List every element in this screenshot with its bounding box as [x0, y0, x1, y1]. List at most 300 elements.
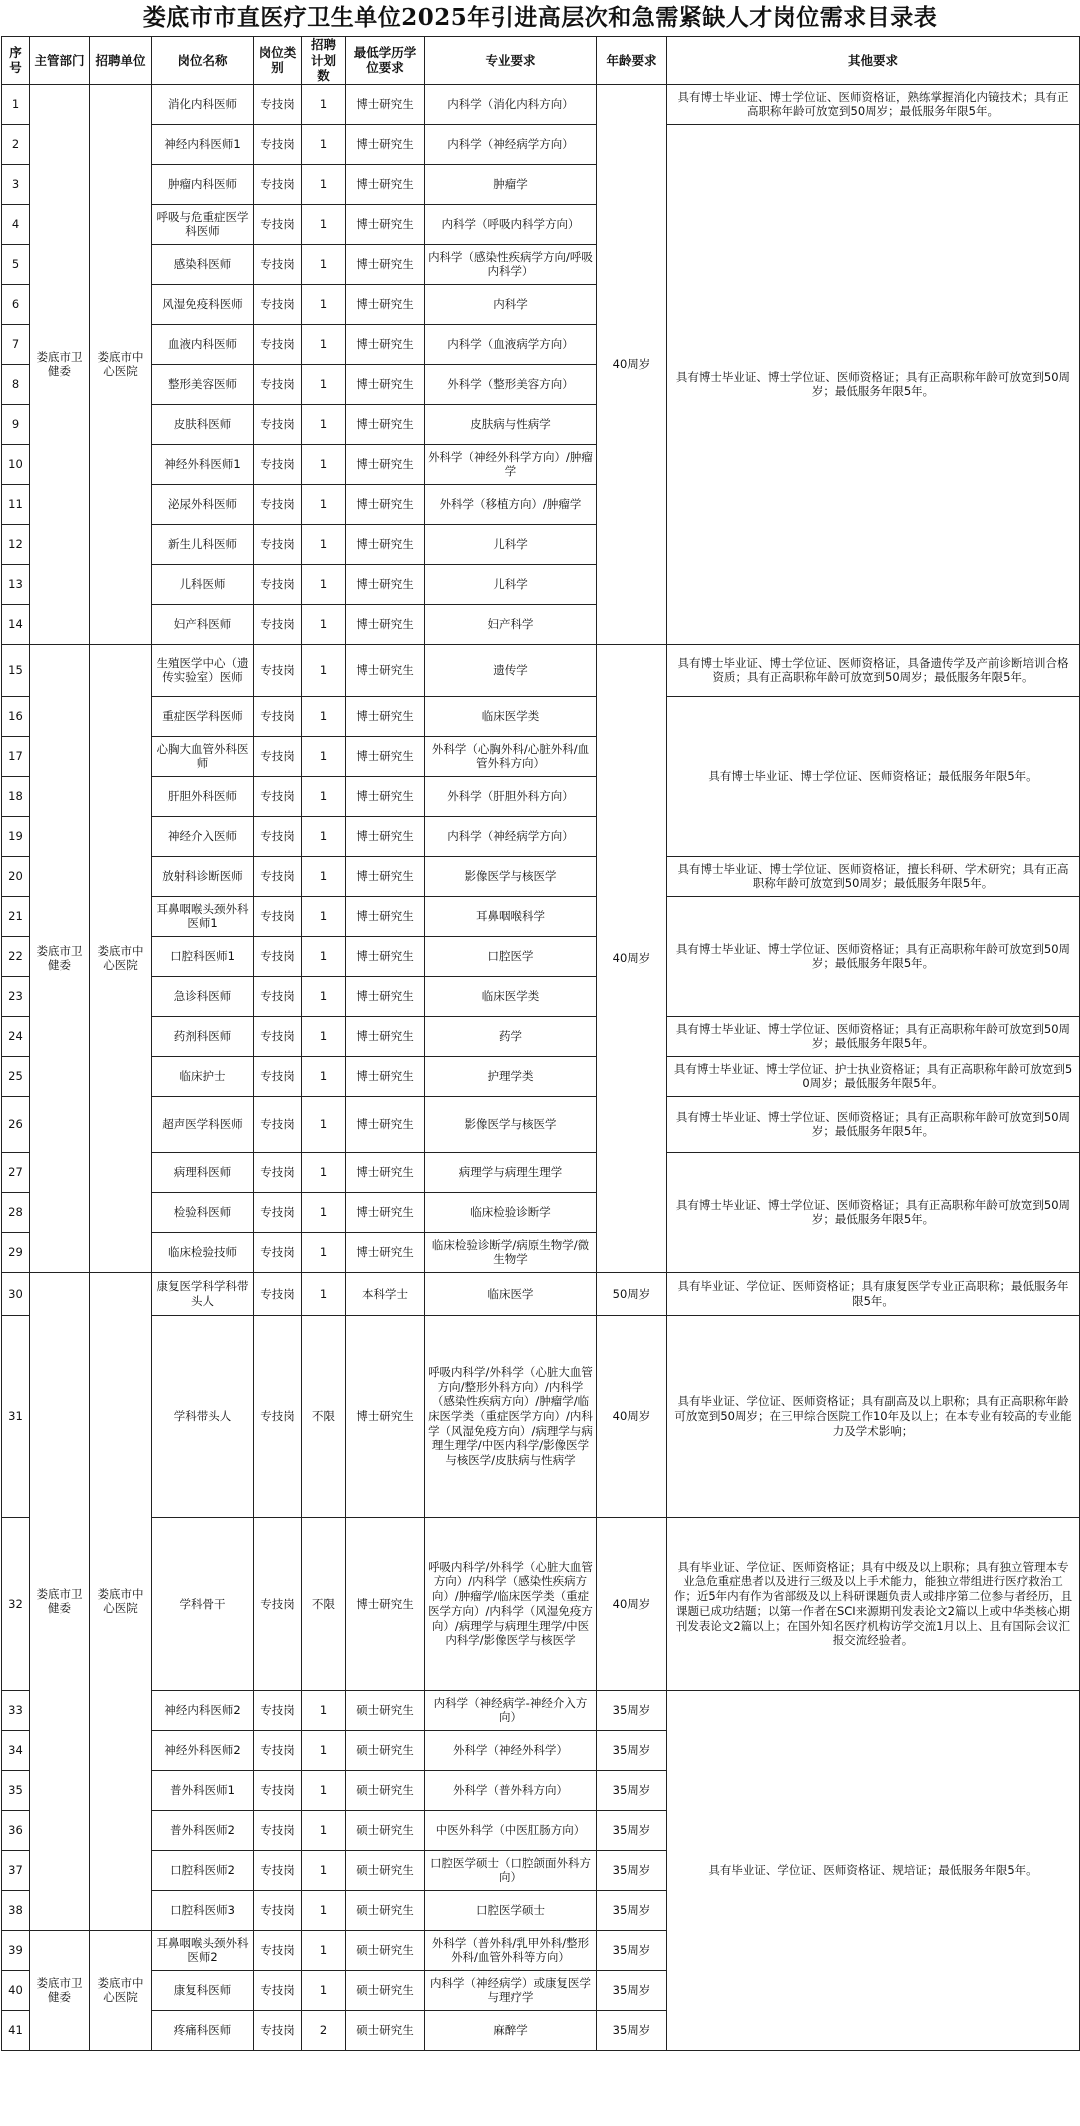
table-row	[2, 1272, 1080, 1315]
position-type-cell: 专技岗	[254, 404, 302, 444]
row-number-cell: 27	[2, 1152, 30, 1192]
position-name-cell: 肝胆外科医师	[152, 776, 254, 816]
age-requirement-cell: 50周岁	[597, 1272, 667, 1315]
row-number-cell: 16	[2, 696, 30, 736]
position-type-cell: 专技岗	[254, 244, 302, 284]
row-number-cell: 23	[2, 976, 30, 1016]
plan-count-cell: 1	[302, 1272, 346, 1315]
plan-count-cell: 1	[302, 1810, 346, 1850]
major-requirement-cell: 内科学	[425, 284, 597, 324]
plan-count-cell: 1	[302, 1056, 346, 1096]
position-name-cell: 口腔科医师2	[152, 1850, 254, 1890]
hiring-unit-cell: 娄底市中心医院	[90, 1930, 152, 2050]
table-header-row	[2, 37, 1080, 85]
plan-count-cell: 1	[302, 404, 346, 444]
major-requirement-cell: 外科学（神经外科学方向）/肿瘤学	[425, 444, 597, 484]
education-cell: 硕士研究生	[346, 1850, 425, 1890]
plan-count-cell: 1	[302, 1232, 346, 1272]
major-requirement-cell: 内科学（感染性疾病学方向/呼吸内科学）	[425, 244, 597, 284]
position-name-cell: 生殖医学中心（遗传实验室）医师	[152, 644, 254, 696]
age-requirement-cell: 35周岁	[597, 1850, 667, 1890]
row-number-cell: 35	[2, 1770, 30, 1810]
position-type-cell: 专技岗	[254, 364, 302, 404]
row-number-cell: 8	[2, 364, 30, 404]
major-requirement-cell: 外科学（肝胆外科方向）	[425, 776, 597, 816]
row-number-cell: 33	[2, 1690, 30, 1730]
position-type-cell: 专技岗	[254, 324, 302, 364]
plan-count-cell: 1	[302, 1770, 346, 1810]
position-name-cell: 消化内科医师	[152, 84, 254, 124]
row-number-cell: 13	[2, 564, 30, 604]
plan-count-cell: 不限	[302, 1315, 346, 1517]
row-number-cell: 17	[2, 736, 30, 776]
education-cell: 博士研究生	[346, 284, 425, 324]
position-type-cell: 专技岗	[254, 1232, 302, 1272]
position-type-cell: 专技岗	[254, 1810, 302, 1850]
major-requirement-cell: 呼吸内科学/外科学（心脏大血管方向/整形外科方向）/内科学（感染性疾病方向）/肿瘤学/临床医学类（重症医学方向）/内科学（风湿免疫方向）/病理学与病理生理学/中医内科学/影像医学与核医学/皮肤病与性病学	[425, 1315, 597, 1517]
education-cell: 博士研究生	[346, 1315, 425, 1517]
position-name-cell: 儿科医师	[152, 564, 254, 604]
position-type-cell: 专技岗	[254, 936, 302, 976]
education-cell: 博士研究生	[346, 84, 425, 124]
education-cell: 博士研究生	[346, 364, 425, 404]
position-name-cell: 心胸大血管外科医师	[152, 736, 254, 776]
row-number-cell: 7	[2, 324, 30, 364]
other-requirement-cell: 具有博士毕业证、博士学位证、医师资格证；具有正高职称年龄可放宽到50周岁；最低服务年限5年。	[667, 1016, 1080, 1056]
major-requirement-cell: 口腔医学硕士	[425, 1890, 597, 1930]
position-name-cell: 临床检验技师	[152, 1232, 254, 1272]
row-number-cell: 11	[2, 484, 30, 524]
plan-count-cell: 1	[302, 1730, 346, 1770]
plan-count-cell: 1	[302, 1152, 346, 1192]
plan-count-cell: 1	[302, 976, 346, 1016]
position-type-cell: 专技岗	[254, 1730, 302, 1770]
other-requirement-cell: 具有毕业证、学位证、医师资格证；具有康复医学专业正高职称；最低服务年限5年。	[667, 1272, 1080, 1315]
row-number-cell: 29	[2, 1232, 30, 1272]
plan-count-cell: 1	[302, 1970, 346, 2010]
plan-count-cell: 1	[302, 164, 346, 204]
education-cell: 博士研究生	[346, 856, 425, 896]
position-table	[1, 36, 1080, 2051]
other-requirement-cell: 具有博士毕业证、博士学位证、医师资格证；最低服务年限5年。	[667, 696, 1080, 856]
position-type-cell: 专技岗	[254, 856, 302, 896]
position-name-cell: 超声医学科医师	[152, 1096, 254, 1152]
education-cell: 博士研究生	[346, 776, 425, 816]
row-number-cell: 39	[2, 1930, 30, 1970]
position-type-cell: 专技岗	[254, 1272, 302, 1315]
department-cell: 娄底市卫健委	[30, 644, 90, 1272]
education-cell: 博士研究生	[346, 1192, 425, 1232]
position-name-cell: 皮肤科医师	[152, 404, 254, 444]
education-cell: 本科学士	[346, 1272, 425, 1315]
education-cell: 博士研究生	[346, 444, 425, 484]
position-type-cell: 专技岗	[254, 1016, 302, 1056]
education-cell: 博士研究生	[346, 604, 425, 644]
position-name-cell: 整形美容医师	[152, 364, 254, 404]
table-row	[2, 896, 1080, 936]
major-requirement-cell: 临床检验诊断学/病原生物学/微生物学	[425, 1232, 597, 1272]
position-name-cell: 血液内科医师	[152, 324, 254, 364]
header-cell: 招聘单位	[90, 37, 152, 85]
education-cell: 博士研究生	[346, 896, 425, 936]
plan-count-cell: 1	[302, 604, 346, 644]
position-name-cell: 神经内科医师2	[152, 1690, 254, 1730]
position-name-cell: 神经内科医师1	[152, 124, 254, 164]
position-name-cell: 临床护士	[152, 1056, 254, 1096]
row-number-cell: 31	[2, 1315, 30, 1517]
other-requirement-cell: 具有博士毕业证、博士学位证、护士执业资格证；具有正高职称年龄可放宽到50周岁；最低服务年限5年。	[667, 1056, 1080, 1096]
position-type-cell: 专技岗	[254, 1152, 302, 1192]
education-cell: 博士研究生	[346, 936, 425, 976]
position-type-cell: 专技岗	[254, 2010, 302, 2050]
table-row	[2, 644, 1080, 696]
education-cell: 博士研究生	[346, 1016, 425, 1056]
plan-count-cell: 1	[302, 936, 346, 976]
position-name-cell: 泌尿外科医师	[152, 484, 254, 524]
position-type-cell: 专技岗	[254, 644, 302, 696]
education-cell: 博士研究生	[346, 324, 425, 364]
major-requirement-cell: 麻醉学	[425, 2010, 597, 2050]
position-type-cell: 专技岗	[254, 1192, 302, 1232]
major-requirement-cell: 外科学（移植方向）/肿瘤学	[425, 484, 597, 524]
position-type-cell: 专技岗	[254, 524, 302, 564]
position-name-cell: 口腔科医师1	[152, 936, 254, 976]
education-cell: 博士研究生	[346, 124, 425, 164]
header-cell: 主管部门	[30, 37, 90, 85]
position-name-cell: 感染科医师	[152, 244, 254, 284]
major-requirement-cell: 内科学（神经病学）或康复医学与理疗学	[425, 1970, 597, 2010]
major-requirement-cell: 遗传学	[425, 644, 597, 696]
plan-count-cell: 1	[302, 84, 346, 124]
position-name-cell: 康复医学科学科带头人	[152, 1272, 254, 1315]
plan-count-cell: 1	[302, 776, 346, 816]
plan-count-cell: 1	[302, 484, 346, 524]
position-type-cell: 专技岗	[254, 284, 302, 324]
row-number-cell: 12	[2, 524, 30, 564]
other-requirement-cell: 具有毕业证、学位证、医师资格证；具有副高及以上职称；具有正高职称年龄可放宽到50周岁；在三甲综合医院工作10年及以上；在本专业有较高的专业能力及学术影响；	[667, 1315, 1080, 1517]
table-row	[2, 696, 1080, 736]
position-name-cell: 康复科医师	[152, 1970, 254, 2010]
major-requirement-cell: 肿瘤学	[425, 164, 597, 204]
major-requirement-cell: 外科学（普外科/乳甲外科/整形外科/血管外科等方向）	[425, 1930, 597, 1970]
row-number-cell: 4	[2, 204, 30, 244]
position-type-cell: 专技岗	[254, 776, 302, 816]
header-cell: 年龄要求	[597, 37, 667, 85]
row-number-cell: 36	[2, 1810, 30, 1850]
header-cell: 最低学历学位要求	[346, 37, 425, 85]
position-type-cell: 专技岗	[254, 696, 302, 736]
education-cell: 博士研究生	[346, 696, 425, 736]
position-name-cell: 放射科诊断医师	[152, 856, 254, 896]
plan-count-cell: 1	[302, 564, 346, 604]
plan-count-cell: 1	[302, 1096, 346, 1152]
education-cell: 博士研究生	[346, 524, 425, 564]
header-cell: 序号	[2, 37, 30, 85]
position-name-cell: 学科骨干	[152, 1517, 254, 1690]
table-row	[2, 1315, 1080, 1517]
major-requirement-cell: 影像医学与核医学	[425, 856, 597, 896]
row-number-cell: 5	[2, 244, 30, 284]
position-name-cell: 普外科医师2	[152, 1810, 254, 1850]
row-number-cell: 34	[2, 1730, 30, 1770]
position-name-cell: 疼痛科医师	[152, 2010, 254, 2050]
major-requirement-cell: 内科学（神经病学方向）	[425, 816, 597, 856]
education-cell: 博士研究生	[346, 244, 425, 284]
position-name-cell: 病理科医师	[152, 1152, 254, 1192]
position-name-cell: 口腔科医师3	[152, 1890, 254, 1930]
department-cell: 娄底市卫健委	[30, 1930, 90, 2050]
education-cell: 博士研究生	[346, 164, 425, 204]
position-type-cell: 专技岗	[254, 564, 302, 604]
position-name-cell: 妇产科医师	[152, 604, 254, 644]
age-requirement-cell: 35周岁	[597, 1810, 667, 1850]
row-number-cell: 30	[2, 1272, 30, 1315]
age-requirement-cell: 40周岁	[597, 84, 667, 644]
table-row	[2, 1096, 1080, 1152]
major-requirement-cell: 外科学（整形美容方向）	[425, 364, 597, 404]
major-requirement-cell: 临床医学类	[425, 696, 597, 736]
position-name-cell: 神经外科医师2	[152, 1730, 254, 1770]
education-cell: 博士研究生	[346, 204, 425, 244]
major-requirement-cell: 口腔医学	[425, 936, 597, 976]
major-requirement-cell: 中医外科学（中医肛肠方向）	[425, 1810, 597, 1850]
position-type-cell: 专技岗	[254, 976, 302, 1016]
education-cell: 硕士研究生	[346, 1810, 425, 1850]
row-number-cell: 6	[2, 284, 30, 324]
major-requirement-cell: 耳鼻咽喉科学	[425, 896, 597, 936]
education-cell: 博士研究生	[346, 736, 425, 776]
row-number-cell: 26	[2, 1096, 30, 1152]
position-type-cell: 专技岗	[254, 1517, 302, 1690]
position-type-cell: 专技岗	[254, 484, 302, 524]
position-name-cell: 肿瘤内科医师	[152, 164, 254, 204]
plan-count-cell: 1	[302, 1850, 346, 1890]
row-number-cell: 32	[2, 1517, 30, 1690]
position-type-cell: 专技岗	[254, 736, 302, 776]
education-cell: 博士研究生	[346, 1232, 425, 1272]
other-requirement-cell: 具有毕业证、学位证、医师资格证；具有中级及以上职称；具有独立管理本专业急危重症患者以及进行三级及以上手术能力，能独立带组进行医疗救治工作；近5年内有作为省部级及以上科研课题负责人或排序第二位参与者经历，且课题已成功结题；以第一作者在SCI来源期刊发表论文2篇以上或中华类核心期刊发表论文2篇以上；在国外知名医疗机构访学交流1月以上、且有国际会议汇报交流经验者。	[667, 1517, 1080, 1690]
position-type-cell: 专技岗	[254, 84, 302, 124]
table-row	[2, 1152, 1080, 1192]
other-requirement-cell: 具有博士毕业证、博士学位证、医师资格证，擅长科研、学术研究；具有正高职称年龄可放宽到50周岁；最低服务年限5年。	[667, 856, 1080, 896]
position-name-cell: 普外科医师1	[152, 1770, 254, 1810]
row-number-cell: 14	[2, 604, 30, 644]
position-name-cell: 学科带头人	[152, 1315, 254, 1517]
plan-count-cell: 1	[302, 284, 346, 324]
header-cell: 岗位类别	[254, 37, 302, 85]
major-requirement-cell: 儿科学	[425, 564, 597, 604]
row-number-cell: 37	[2, 1850, 30, 1890]
position-name-cell: 神经外科医师1	[152, 444, 254, 484]
row-number-cell: 25	[2, 1056, 30, 1096]
education-cell: 博士研究生	[346, 404, 425, 444]
major-requirement-cell: 影像医学与核医学	[425, 1096, 597, 1152]
row-number-cell: 41	[2, 2010, 30, 2050]
position-name-cell: 风湿免疫科医师	[152, 284, 254, 324]
table-row	[2, 856, 1080, 896]
major-requirement-cell: 儿科学	[425, 524, 597, 564]
row-number-cell: 40	[2, 1970, 30, 2010]
education-cell: 博士研究生	[346, 1152, 425, 1192]
plan-count-cell: 1	[302, 1930, 346, 1970]
row-number-cell: 2	[2, 124, 30, 164]
position-type-cell: 专技岗	[254, 604, 302, 644]
position-type-cell: 专技岗	[254, 1056, 302, 1096]
hiring-unit-cell: 娄底市中心医院	[90, 644, 152, 1272]
plan-count-cell: 1	[302, 896, 346, 936]
position-type-cell: 专技岗	[254, 1890, 302, 1930]
plan-count-cell: 1	[302, 696, 346, 736]
row-number-cell: 24	[2, 1016, 30, 1056]
position-name-cell: 药剂科医师	[152, 1016, 254, 1056]
major-requirement-cell: 外科学（神经外科学）	[425, 1730, 597, 1770]
education-cell: 博士研究生	[346, 816, 425, 856]
major-requirement-cell: 护理学类	[425, 1056, 597, 1096]
age-requirement-cell: 40周岁	[597, 1517, 667, 1690]
plan-count-cell: 1	[302, 816, 346, 856]
major-requirement-cell: 临床医学	[425, 1272, 597, 1315]
plan-count-cell: 1	[302, 644, 346, 696]
row-number-cell: 22	[2, 936, 30, 976]
plan-count-cell: 1	[302, 1690, 346, 1730]
plan-count-cell: 1	[302, 736, 346, 776]
other-requirement-cell: 具有博士毕业证、博士学位证、医师资格证；具有正高职称年龄可放宽到50周岁；最低服务年限5年。	[667, 896, 1080, 1016]
header-cell: 其他要求	[667, 37, 1080, 85]
plan-count-cell: 1	[302, 856, 346, 896]
major-requirement-cell: 口腔医学硕士（口腔颌面外科方向）	[425, 1850, 597, 1890]
plan-count-cell: 1	[302, 364, 346, 404]
major-requirement-cell: 内科学（呼吸内科学方向）	[425, 204, 597, 244]
age-requirement-cell: 35周岁	[597, 1890, 667, 1930]
age-requirement-cell: 40周岁	[597, 1315, 667, 1517]
major-requirement-cell: 外科学（普外科方向）	[425, 1770, 597, 1810]
education-cell: 硕士研究生	[346, 2010, 425, 2050]
other-requirement-cell: 具有博士毕业证、博士学位证、医师资格证；具有正高职称年龄可放宽到50周岁；最低服务年限5年。	[667, 124, 1080, 644]
major-requirement-cell: 呼吸内科学/外科学（心脏大血管方向）/内科学（感染性疾病方向）/肿瘤学/临床医学类（重症医学方向）/内科学（风湿免疫方向）/病理学与病理生理学/中医内科学/影像医学与核医学	[425, 1517, 597, 1690]
education-cell: 硕士研究生	[346, 1770, 425, 1810]
row-number-cell: 18	[2, 776, 30, 816]
other-requirement-cell: 具有博士毕业证、博士学位证、医师资格证；具有正高职称年龄可放宽到50周岁；最低服务年限5年。	[667, 1152, 1080, 1272]
education-cell: 博士研究生	[346, 976, 425, 1016]
plan-count-cell: 1	[302, 324, 346, 364]
education-cell: 硕士研究生	[346, 1890, 425, 1930]
education-cell: 博士研究生	[346, 1056, 425, 1096]
age-requirement-cell: 35周岁	[597, 1930, 667, 1970]
education-cell: 硕士研究生	[346, 1690, 425, 1730]
table-body	[2, 84, 1080, 2050]
table-row	[2, 1517, 1080, 1690]
position-name-cell: 新生儿科医师	[152, 524, 254, 564]
table-row	[2, 124, 1080, 164]
major-requirement-cell: 临床医学类	[425, 976, 597, 1016]
age-requirement-cell: 35周岁	[597, 1690, 667, 1730]
position-type-cell: 专技岗	[254, 204, 302, 244]
position-type-cell: 专技岗	[254, 164, 302, 204]
plan-count-cell: 1	[302, 1890, 346, 1930]
row-number-cell: 15	[2, 644, 30, 696]
education-cell: 博士研究生	[346, 564, 425, 604]
other-requirement-cell: 具有博士毕业证、博士学位证、医师资格证，熟练掌握消化内镜技术；具有正高职称年龄可放宽到50周岁；最低服务年限5年。	[667, 84, 1080, 124]
position-type-cell: 专技岗	[254, 124, 302, 164]
major-requirement-cell: 外科学（心胸外科/心脏外科/血管外科方向）	[425, 736, 597, 776]
position-name-cell: 急诊科医师	[152, 976, 254, 1016]
table-row	[2, 84, 1080, 124]
plan-count-cell: 1	[302, 524, 346, 564]
major-requirement-cell: 皮肤病与性病学	[425, 404, 597, 444]
major-requirement-cell: 药学	[425, 1016, 597, 1056]
position-name-cell: 呼吸与危重症医学科医师	[152, 204, 254, 244]
position-name-cell: 耳鼻咽喉头颈外科医师1	[152, 896, 254, 936]
major-requirement-cell: 内科学（神经病学方向）	[425, 124, 597, 164]
position-name-cell: 重症医学科医师	[152, 696, 254, 736]
hiring-unit-cell: 娄底市中心医院	[90, 1272, 152, 1930]
row-number-cell: 3	[2, 164, 30, 204]
position-type-cell: 专技岗	[254, 1970, 302, 2010]
position-name-cell: 神经介入医师	[152, 816, 254, 856]
table-row	[2, 1690, 1080, 1730]
major-requirement-cell: 临床检验诊断学	[425, 1192, 597, 1232]
position-type-cell: 专技岗	[254, 1690, 302, 1730]
plan-count-cell: 1	[302, 1016, 346, 1056]
plan-count-cell: 1	[302, 444, 346, 484]
row-number-cell: 20	[2, 856, 30, 896]
other-requirement-cell: 具有博士毕业证、博士学位证、医师资格证，具备遗传学及产前诊断培训合格资质；具有正高职称年龄可放宽到50周岁；最低服务年限5年。	[667, 644, 1080, 696]
header-cell: 专业要求	[425, 37, 597, 85]
page-title: 娄底市市直医疗卫生单位2025年引进高层次和急需紧缺人才岗位需求目录表	[142, 4, 938, 31]
row-number-cell: 19	[2, 816, 30, 856]
age-requirement-cell: 40周岁	[597, 644, 667, 1272]
major-requirement-cell: 妇产科学	[425, 604, 597, 644]
education-cell: 博士研究生	[346, 484, 425, 524]
position-type-cell: 专技岗	[254, 1096, 302, 1152]
row-number-cell: 21	[2, 896, 30, 936]
department-cell: 娄底市卫健委	[30, 1272, 90, 1930]
position-type-cell: 专技岗	[254, 896, 302, 936]
position-type-cell: 专技岗	[254, 816, 302, 856]
row-number-cell: 28	[2, 1192, 30, 1232]
major-requirement-cell: 内科学（神经病学-神经介入方向）	[425, 1690, 597, 1730]
row-number-cell: 1	[2, 84, 30, 124]
education-cell: 博士研究生	[346, 644, 425, 696]
plan-count-cell: 1	[302, 204, 346, 244]
major-requirement-cell: 内科学（血液病学方向）	[425, 324, 597, 364]
other-requirement-cell: 具有博士毕业证、博士学位证、医师资格证；具有正高职称年龄可放宽到50周岁；最低服务年限5年。	[667, 1096, 1080, 1152]
education-cell: 硕士研究生	[346, 1930, 425, 1970]
other-requirement-cell: 具有毕业证、学位证、医师资格证、规培证；最低服务年限5年。	[667, 1690, 1080, 2050]
major-requirement-cell: 病理学与病理生理学	[425, 1152, 597, 1192]
table-row	[2, 1016, 1080, 1056]
position-type-cell: 专技岗	[254, 1770, 302, 1810]
education-cell: 博士研究生	[346, 1096, 425, 1152]
position-name-cell: 耳鼻咽喉头颈外科医师2	[152, 1930, 254, 1970]
row-number-cell: 9	[2, 404, 30, 444]
position-type-cell: 专技岗	[254, 1930, 302, 1970]
age-requirement-cell: 35周岁	[597, 1970, 667, 2010]
row-number-cell: 38	[2, 1890, 30, 1930]
plan-count-cell: 1	[302, 1192, 346, 1232]
header-cell: 招聘计划数	[302, 37, 346, 85]
education-cell: 硕士研究生	[346, 1970, 425, 2010]
department-cell: 娄底市卫健委	[30, 84, 90, 644]
position-name-cell: 检验科医师	[152, 1192, 254, 1232]
table-row	[2, 1056, 1080, 1096]
age-requirement-cell: 35周岁	[597, 1770, 667, 1810]
header-cell: 岗位名称	[152, 37, 254, 85]
plan-count-cell: 2	[302, 2010, 346, 2050]
plan-count-cell: 不限	[302, 1517, 346, 1690]
position-type-cell: 专技岗	[254, 1850, 302, 1890]
plan-count-cell: 1	[302, 244, 346, 284]
